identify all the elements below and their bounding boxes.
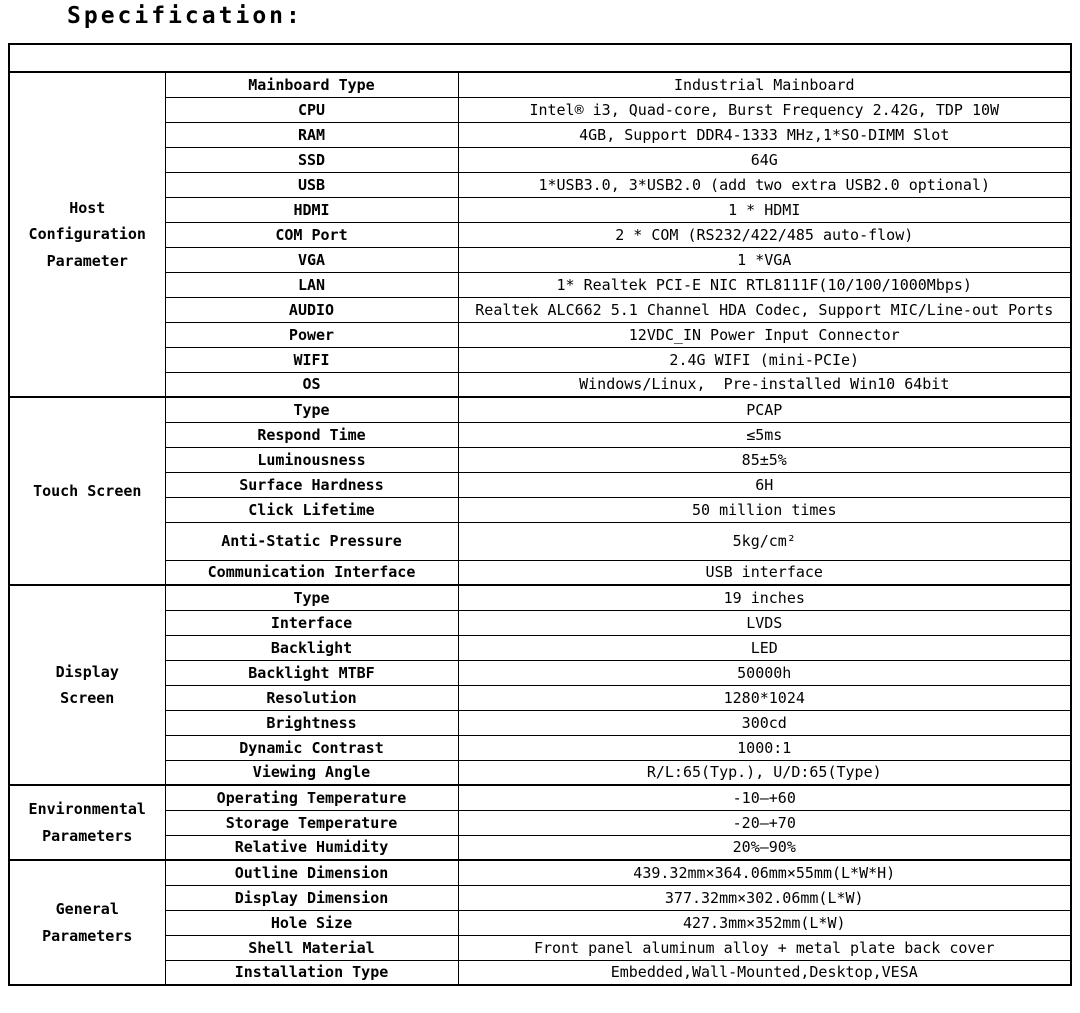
param-cell: Type <box>165 585 458 610</box>
value-cell: 377.32mm×302.06mm(L*W) <box>458 885 1071 910</box>
category-cell: Host Configuration Parameter <box>9 72 165 397</box>
param-cell: CPU <box>165 97 458 122</box>
param-cell: Outline Dimension <box>165 860 458 885</box>
table-row <box>9 422 1071 447</box>
value-cell: Windows/Linux, Pre-installed Win10 64bit <box>458 372 1071 397</box>
table-row <box>9 685 1071 710</box>
table-row <box>9 585 1071 610</box>
table-row <box>9 560 1071 585</box>
value-cell: 50000h <box>458 660 1071 685</box>
table-row <box>9 272 1071 297</box>
empty-row <box>9 44 1071 72</box>
table-row <box>9 910 1071 935</box>
table-row <box>9 222 1071 247</box>
table-row <box>9 660 1071 685</box>
category-cell: General Parameters <box>9 860 165 985</box>
value-cell: 20%—90% <box>458 835 1071 860</box>
empty-header-cell <box>9 44 1071 72</box>
table-row <box>9 810 1071 835</box>
table-row <box>9 885 1071 910</box>
value-cell: -20—+70 <box>458 810 1071 835</box>
param-cell: Relative Humidity <box>165 835 458 860</box>
table-row <box>9 97 1071 122</box>
table-row <box>9 397 1071 422</box>
param-cell: RAM <box>165 122 458 147</box>
param-cell: Anti-Static Pressure <box>165 522 458 560</box>
spec-table-body <box>9 44 1071 985</box>
table-row <box>9 172 1071 197</box>
param-cell: Click Lifetime <box>165 497 458 522</box>
param-cell: Operating Temperature <box>165 785 458 810</box>
category-cell: Touch Screen <box>9 397 165 585</box>
table-row <box>9 72 1071 97</box>
value-cell: 300cd <box>458 710 1071 735</box>
param-cell: Backlight MTBF <box>165 660 458 685</box>
category-cell: Environmental Parameters <box>9 785 165 860</box>
value-cell: Realtek ALC662 5.1 Channel HDA Codec, Support MIC/Line-out Ports <box>458 297 1071 322</box>
param-cell: Installation Type <box>165 960 458 985</box>
param-cell: Resolution <box>165 685 458 710</box>
param-cell: Respond Time <box>165 422 458 447</box>
param-cell: USB <box>165 172 458 197</box>
param-cell: Shell Material <box>165 935 458 960</box>
table-row <box>9 760 1071 785</box>
param-cell: Dynamic Contrast <box>165 735 458 760</box>
value-cell: 12VDC_IN Power Input Connector <box>458 322 1071 347</box>
specification-table <box>8 43 1072 986</box>
table-row <box>9 785 1071 810</box>
value-cell: LED <box>458 635 1071 660</box>
value-cell: LVDS <box>458 610 1071 635</box>
value-cell: 427.3mm×352mm(L*W) <box>458 910 1071 935</box>
value-cell: 6H <box>458 472 1071 497</box>
param-cell: Display Dimension <box>165 885 458 910</box>
value-cell: Intel® i3, Quad-core, Burst Frequency 2.42G, TDP 10W <box>458 97 1071 122</box>
value-cell: 2 * COM (RS232/422/485 auto-flow) <box>458 222 1071 247</box>
table-row <box>9 197 1071 222</box>
param-cell: Type <box>165 397 458 422</box>
value-cell: 5kg/cm² <box>458 522 1071 560</box>
param-cell: Brightness <box>165 710 458 735</box>
param-cell: SSD <box>165 147 458 172</box>
table-row <box>9 735 1071 760</box>
table-row <box>9 610 1071 635</box>
table-row <box>9 710 1071 735</box>
table-row <box>9 247 1071 272</box>
table-row <box>9 372 1071 397</box>
param-cell: HDMI <box>165 197 458 222</box>
value-cell: -10—+60 <box>458 785 1071 810</box>
param-cell: Mainboard Type <box>165 72 458 97</box>
table-row <box>9 860 1071 885</box>
table-row <box>9 122 1071 147</box>
param-cell: Viewing Angle <box>165 760 458 785</box>
value-cell: 439.32mm×364.06mm×55mm(L*W*H) <box>458 860 1071 885</box>
table-row <box>9 497 1071 522</box>
value-cell: USB interface <box>458 560 1071 585</box>
param-cell: Surface Hardness <box>165 472 458 497</box>
param-cell: AUDIO <box>165 297 458 322</box>
table-row <box>9 147 1071 172</box>
value-cell: 50 million times <box>458 497 1071 522</box>
param-cell: VGA <box>165 247 458 272</box>
value-cell: Industrial Mainboard <box>458 72 1071 97</box>
table-row <box>9 835 1071 860</box>
param-cell: Luminousness <box>165 447 458 472</box>
value-cell: 19 inches <box>458 585 1071 610</box>
param-cell: Power <box>165 322 458 347</box>
page-title: Specification: <box>67 3 303 29</box>
value-cell: PCAP <box>458 397 1071 422</box>
table-row <box>9 322 1071 347</box>
param-cell: COM Port <box>165 222 458 247</box>
param-cell: Communication Interface <box>165 560 458 585</box>
value-cell: 1280*1024 <box>458 685 1071 710</box>
param-cell: Hole Size <box>165 910 458 935</box>
value-cell: ≤5ms <box>458 422 1071 447</box>
value-cell: R/L:65(Typ.), U/D:65(Type) <box>458 760 1071 785</box>
value-cell: Embedded,Wall-Mounted,Desktop,VESA <box>458 960 1071 985</box>
value-cell: 64G <box>458 147 1071 172</box>
table-row <box>9 935 1071 960</box>
value-cell: Front panel aluminum alloy + metal plate back cover <box>458 935 1071 960</box>
param-cell: LAN <box>165 272 458 297</box>
value-cell: 1 * HDMI <box>458 197 1071 222</box>
value-cell: 1 *VGA <box>458 247 1071 272</box>
table-row <box>9 472 1071 497</box>
value-cell: 4GB, Support DDR4-1333 MHz,1*SO-DIMM Slot <box>458 122 1071 147</box>
table-row <box>9 960 1071 985</box>
param-cell: WIFI <box>165 347 458 372</box>
value-cell: 2.4G WIFI (mini-PCIe) <box>458 347 1071 372</box>
value-cell: 1* Realtek PCI-E NIC RTL8111F(10/100/1000Mbps) <box>458 272 1071 297</box>
category-cell: Display Screen <box>9 585 165 785</box>
param-cell: Backlight <box>165 635 458 660</box>
table-row <box>9 447 1071 472</box>
table-row <box>9 297 1071 322</box>
param-cell: Storage Temperature <box>165 810 458 835</box>
table-row <box>9 635 1071 660</box>
value-cell: 85±5% <box>458 447 1071 472</box>
param-cell: Interface <box>165 610 458 635</box>
value-cell: 1*USB3.0, 3*USB2.0 (add two extra USB2.0 optional) <box>458 172 1071 197</box>
value-cell: 1000:1 <box>458 735 1071 760</box>
table-row <box>9 347 1071 372</box>
table-row <box>9 522 1071 560</box>
param-cell: OS <box>165 372 458 397</box>
